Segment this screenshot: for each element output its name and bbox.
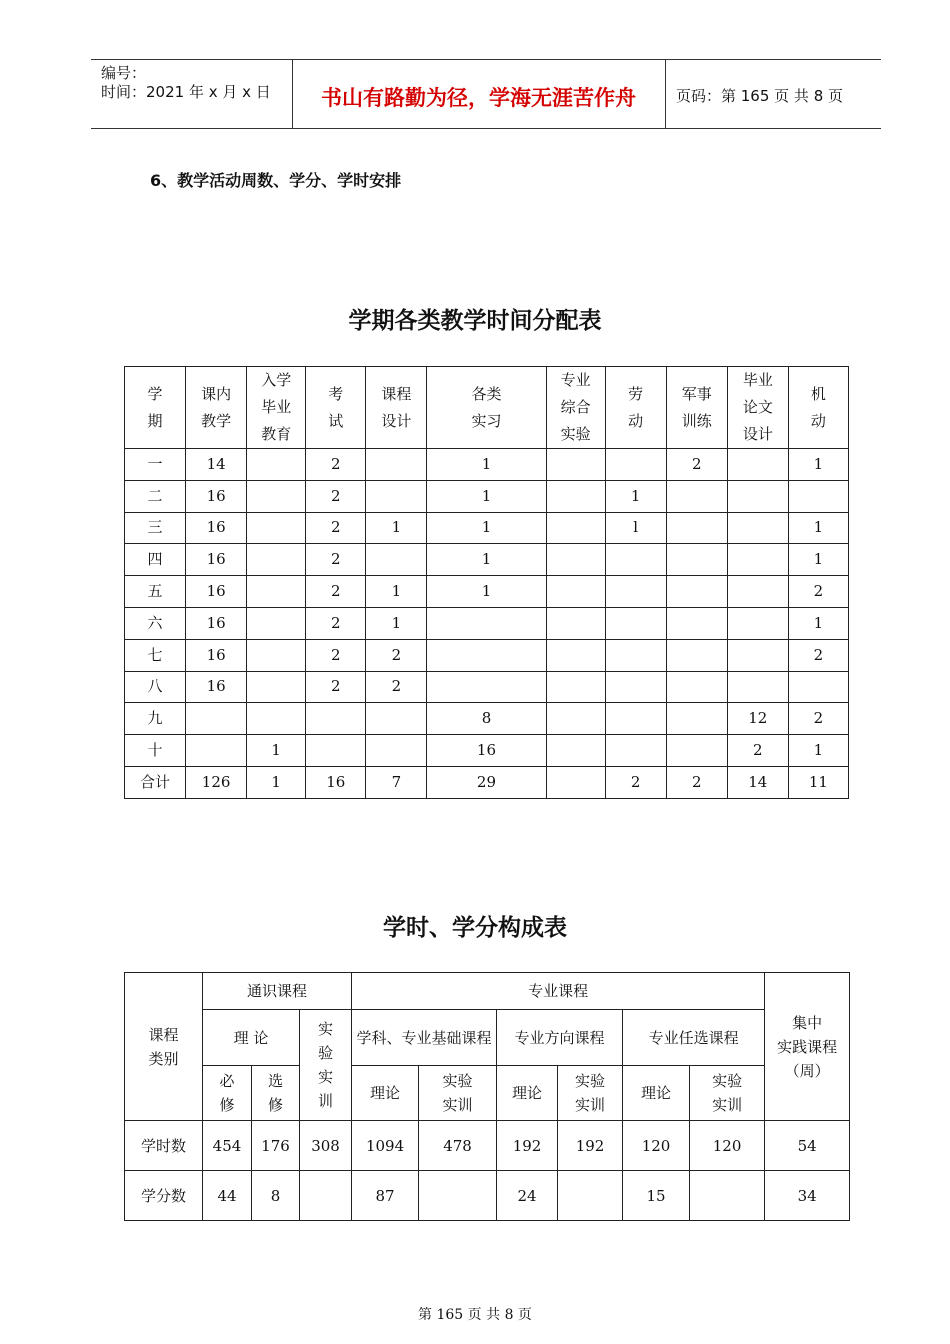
header-motto: 书山有路勤为径，学海无涯苦作舟 [321, 86, 636, 110]
table-cell [247, 639, 306, 671]
table-cell [666, 576, 727, 608]
table-cell [727, 512, 788, 544]
table-cell [788, 671, 848, 703]
hours-row [125, 1121, 850, 1171]
semester-label: 七 [125, 639, 186, 671]
semester-label: 三 [125, 512, 186, 544]
table-cell: 1 [427, 512, 546, 544]
table-cell: 16 [186, 576, 247, 608]
table-cell [666, 544, 727, 576]
table-cell [366, 735, 427, 767]
table-cell [605, 544, 666, 576]
table-row [125, 607, 849, 639]
semester-label: 二 [125, 480, 186, 512]
table-cell [247, 480, 306, 512]
table-cell: 2 [306, 671, 366, 703]
credits-cell [300, 1171, 352, 1221]
table1-header-cell: 机 动 [788, 367, 848, 449]
credits-cell: 44 [203, 1171, 252, 1221]
table-cell: 16 [186, 671, 247, 703]
page-header [91, 59, 881, 129]
credits-row-label: 学分数 [125, 1171, 203, 1221]
hours-cell: 120 [690, 1121, 765, 1171]
table-cell [666, 480, 727, 512]
credits-cell [419, 1171, 497, 1221]
table-cell [546, 671, 605, 703]
table-row [125, 576, 849, 608]
hours-credits-table [124, 972, 850, 1221]
table-cell [605, 449, 666, 481]
table-cell [666, 703, 727, 735]
semester-label: 九 [125, 703, 186, 735]
table-cell: 2 [366, 671, 427, 703]
table-cell [788, 480, 848, 512]
table-cell [366, 480, 427, 512]
table-cell [546, 480, 605, 512]
table1-header-cell: 课内 教学 [186, 367, 247, 449]
general-experiment-header: 实 验 实 训 [300, 1010, 352, 1121]
table-cell: 2 [666, 449, 727, 481]
table-cell [427, 639, 546, 671]
table-cell [666, 607, 727, 639]
table-cell [666, 735, 727, 767]
table-cell [605, 671, 666, 703]
table-cell: 1 [366, 512, 427, 544]
table-cell [546, 766, 605, 798]
table-cell: 2 [306, 576, 366, 608]
hours-cell: 192 [497, 1121, 558, 1171]
table1-header-cell: 劳 动 [605, 367, 666, 449]
general-course-header: 通识课程 [203, 973, 352, 1010]
table1-header-cell: 毕业 论文 设计 [727, 367, 788, 449]
direction-course-header: 专业方向课程 [497, 1010, 623, 1066]
table-cell: 16 [186, 607, 247, 639]
section-heading: 6、教学活动周数、学分、学时安排 [150, 171, 402, 190]
table-cell: 2 [788, 703, 848, 735]
basic-exp-header: 实验 实训 [419, 1066, 497, 1121]
table-row [125, 735, 849, 767]
table-cell [247, 449, 306, 481]
hours-cell: 176 [252, 1121, 300, 1171]
table-cell: 1 [788, 512, 848, 544]
page-footer: 第 165 页 共 8 页 [418, 1307, 532, 1323]
table-cell [605, 639, 666, 671]
table-cell: 2 [306, 449, 366, 481]
credits-cell: 8 [252, 1171, 300, 1221]
table-row [125, 544, 849, 576]
hours-row-label: 学时数 [125, 1121, 203, 1171]
table1-header-cell: 专业 综合 实验 [546, 367, 605, 449]
semester-label: 十 [125, 735, 186, 767]
table-cell: 1 [247, 735, 306, 767]
table-cell: 1 [366, 576, 427, 608]
table-cell: 16 [186, 480, 247, 512]
table-cell: 2 [788, 576, 848, 608]
table-cell: 1 [427, 449, 546, 481]
table-cell: 14 [186, 449, 247, 481]
table-cell [247, 607, 306, 639]
table-cell: 1 [788, 544, 848, 576]
practice-course-header: 集中 实践课程 （周） [765, 973, 850, 1121]
table-cell [727, 607, 788, 639]
basic-course-header: 学科、专业基础课程 [352, 1010, 497, 1066]
table-cell [366, 449, 427, 481]
table-cell: 2 [306, 480, 366, 512]
optional-exp-header: 实验 实训 [690, 1066, 765, 1121]
table-cell [427, 671, 546, 703]
table-cell [546, 512, 605, 544]
table-cell [546, 607, 605, 639]
semester-label: 四 [125, 544, 186, 576]
table-cell [546, 544, 605, 576]
credits-cell [690, 1171, 765, 1221]
table-cell [247, 703, 306, 735]
table-cell: 2 [788, 639, 848, 671]
table-cell [666, 512, 727, 544]
table-cell: 16 [186, 512, 247, 544]
table-cell [605, 607, 666, 639]
general-theory-header: 理 论 [203, 1010, 300, 1066]
table-row [125, 512, 849, 544]
table-cell: 1 [788, 607, 848, 639]
table-cell [546, 703, 605, 735]
table-cell [366, 703, 427, 735]
elective-header: 选 修 [252, 1066, 300, 1121]
table-cell [247, 671, 306, 703]
table-row [125, 639, 849, 671]
table1-header-cell: 考 试 [306, 367, 366, 449]
table-cell: 16 [186, 544, 247, 576]
credits-cell: 15 [623, 1171, 690, 1221]
header-page-cell [666, 60, 881, 128]
table1-header-cell: 学 期 [125, 367, 186, 449]
table-cell [666, 639, 727, 671]
basic-theory-header: 理论 [352, 1066, 419, 1121]
table-cell [546, 449, 605, 481]
credits-row [125, 1171, 850, 1221]
table-cell: 1 [427, 480, 546, 512]
table-row [125, 671, 849, 703]
table-cell: 1 [788, 735, 848, 767]
table-cell: 2 [366, 639, 427, 671]
table1-header-row [125, 367, 849, 449]
table-cell [605, 735, 666, 767]
table-cell: 2 [306, 607, 366, 639]
table-cell [546, 639, 605, 671]
table-cell [727, 671, 788, 703]
direction-exp-header: 实验 实训 [558, 1066, 623, 1121]
header-page-number: 页码：第 165 页 共 8 页 [676, 87, 844, 105]
table-cell [247, 576, 306, 608]
table-cell [666, 671, 727, 703]
hours-cell: 478 [419, 1121, 497, 1171]
table-cell: 11 [788, 766, 848, 798]
credits-cell: 87 [352, 1171, 419, 1221]
table1-title: 学期各类教学时间分配表 [348, 308, 602, 334]
table-cell [727, 544, 788, 576]
table-cell [247, 512, 306, 544]
table-cell: 2 [306, 544, 366, 576]
table-cell: 14 [727, 766, 788, 798]
semester-label: 八 [125, 671, 186, 703]
table-cell [366, 544, 427, 576]
table-cell: 1 [788, 449, 848, 481]
course-type-header: 课程 类别 [125, 973, 203, 1121]
table-cell [605, 703, 666, 735]
table1-header-cell: 课程 设计 [366, 367, 427, 449]
required-header: 必 修 [203, 1066, 252, 1121]
table-cell: 1 [427, 544, 546, 576]
direction-theory-header: 理论 [497, 1066, 558, 1121]
header-meta-cell [91, 60, 293, 128]
table-cell: 1 [605, 480, 666, 512]
table-cell [727, 639, 788, 671]
optional-course-header: 专业任选课程 [623, 1010, 765, 1066]
document-number: 编号： [101, 64, 147, 82]
table-cell [186, 735, 247, 767]
table1-header-cell: 入学 毕业 教育 [247, 367, 306, 449]
table-cell [306, 703, 366, 735]
table-cell: 126 [186, 766, 247, 798]
table-cell: 1 [366, 607, 427, 639]
major-course-header: 专业课程 [352, 973, 765, 1010]
semester-label: 六 [125, 607, 186, 639]
table-cell: 16 [427, 735, 546, 767]
header-motto-cell [292, 60, 666, 128]
optional-theory-header: 理论 [623, 1066, 690, 1121]
table-cell: 29 [427, 766, 546, 798]
table-cell: 12 [727, 703, 788, 735]
table-row [125, 703, 849, 735]
table-row [125, 449, 849, 481]
table1-header-cell: 军事 训练 [666, 367, 727, 449]
table-cell [605, 576, 666, 608]
table1-header-cell: 各类 实习 [427, 367, 546, 449]
table-cell: 2 [306, 512, 366, 544]
semester-label: 合计 [125, 766, 186, 798]
hours-cell: 192 [558, 1121, 623, 1171]
credits-cell [558, 1171, 623, 1221]
table2-title: 学时、学分构成表 [383, 915, 567, 941]
table-cell [427, 607, 546, 639]
credits-cell: 24 [497, 1171, 558, 1221]
hours-cell: 454 [203, 1121, 252, 1171]
hours-cell: 308 [300, 1121, 352, 1171]
table-cell: 2 [306, 639, 366, 671]
table-row [125, 766, 849, 798]
semester-label: 五 [125, 576, 186, 608]
table-cell: 8 [427, 703, 546, 735]
table-row [125, 480, 849, 512]
table-cell: l [605, 512, 666, 544]
hours-cell: 1094 [352, 1121, 419, 1171]
table-cell: 2 [605, 766, 666, 798]
table-cell [727, 480, 788, 512]
table-cell [186, 703, 247, 735]
hours-cell: 120 [623, 1121, 690, 1171]
document-time: 时间：2021 年 x 月 x 日 [101, 83, 271, 101]
semester-time-table [124, 366, 849, 799]
credits-cell: 34 [765, 1171, 850, 1221]
table-cell: 1 [247, 766, 306, 798]
table-cell: 16 [306, 766, 366, 798]
table-cell [546, 576, 605, 608]
table-cell [727, 576, 788, 608]
table-cell [546, 735, 605, 767]
table-cell: 1 [427, 576, 546, 608]
table-cell: 16 [186, 639, 247, 671]
table-cell [247, 544, 306, 576]
table-cell [306, 735, 366, 767]
hours-cell: 54 [765, 1121, 850, 1171]
table-cell [727, 449, 788, 481]
table-cell: 2 [727, 735, 788, 767]
semester-label: 一 [125, 449, 186, 481]
table-cell: 7 [366, 766, 427, 798]
table-cell: 2 [666, 766, 727, 798]
